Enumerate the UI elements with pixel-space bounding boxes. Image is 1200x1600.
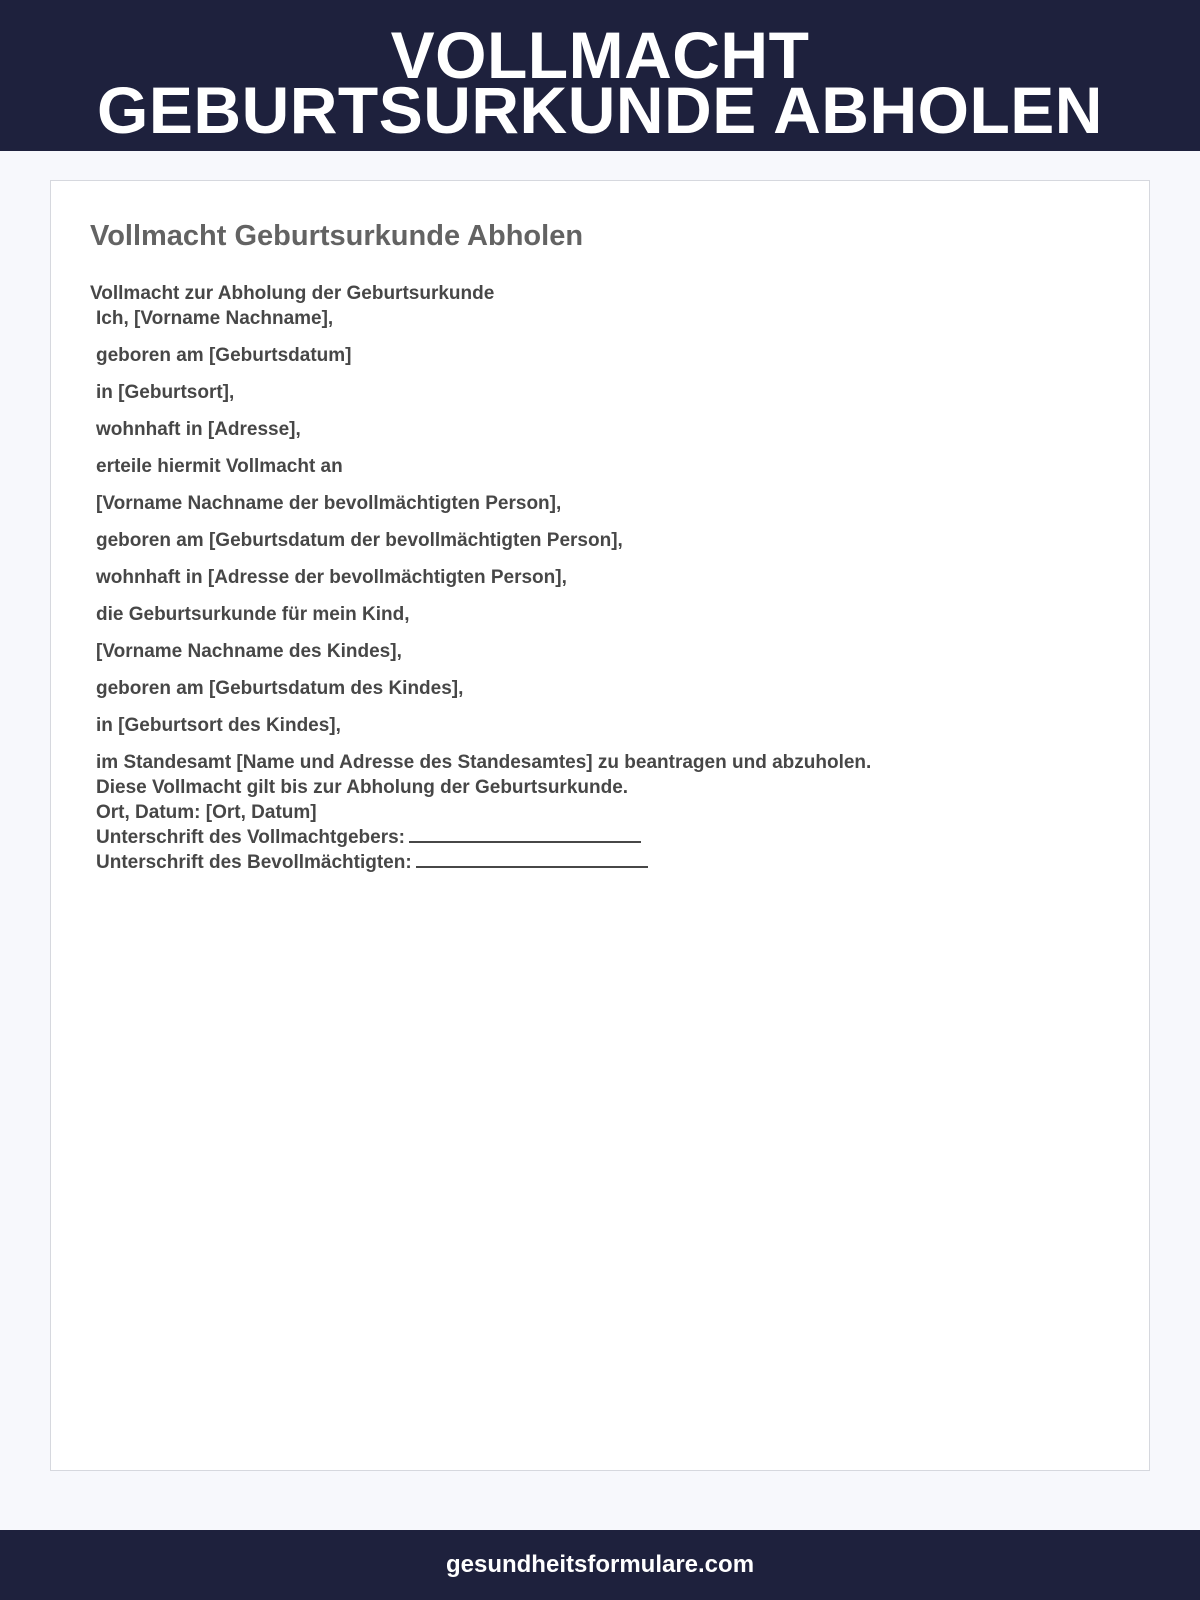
document-line: wohnhaft in [Adresse], <box>96 419 301 440</box>
document-line: [Vorname Nachname des Kindes], <box>96 641 402 662</box>
document-line: die Geburtsurkunde für mein Kind, <box>96 604 410 625</box>
document-line: wohnhaft in [Adresse der bevollmächtigten Person], <box>96 567 567 588</box>
signature-grantor-label: Unterschrift des Vollmachtgebers: <box>96 827 406 848</box>
document-line: geboren am [Geburtsdatum des Kindes], <box>96 678 464 699</box>
document-line: in [Geburtsort des Kindes], <box>96 715 341 736</box>
page-header <box>0 0 1200 151</box>
document-subtitle: Vollmacht zur Abholung der Geburtsurkunde <box>90 283 495 304</box>
document-line: Ich, [Vorname Nachname], <box>96 308 334 329</box>
signature-grantor-row <box>90 825 1090 850</box>
document-line: erteile hiermit Vollmacht an <box>96 456 343 477</box>
document-body <box>90 281 1090 875</box>
document-card <box>50 180 1150 1471</box>
header-title-line-1: VOLLMACHT <box>390 18 810 92</box>
document-line: Ort, Datum: [Ort, Datum] <box>96 802 317 823</box>
header-title-line-2: GEBURTSURKUNDE ABHOLEN <box>97 73 1103 147</box>
document-line: [Vorname Nachname der bevollmächtigten Person], <box>96 493 562 514</box>
signature-grantor-line <box>409 827 641 843</box>
page-footer <box>0 1530 1200 1600</box>
signature-agent-label: Unterschrift des Bevollmächtigten: <box>96 852 412 873</box>
footer-site-name: gesundheitsformulare.com <box>445 1551 755 1578</box>
document-line: geboren am [Geburtsdatum] <box>96 345 352 366</box>
signature-agent-row <box>90 850 1090 875</box>
document-title: Vollmacht Geburtsurkunde Abholen <box>90 220 584 252</box>
signature-agent-line <box>416 852 648 868</box>
document-line: geboren am [Geburtsdatum der bevollmächtigten Person], <box>96 530 623 551</box>
document-line: Diese Vollmacht gilt bis zur Abholung der Geburtsurkunde. <box>96 777 629 798</box>
document-line: im Standesamt [Name und Adresse des Standesamtes] zu beantragen und abzuholen. <box>96 752 872 773</box>
document-line: in [Geburtsort], <box>96 382 235 403</box>
